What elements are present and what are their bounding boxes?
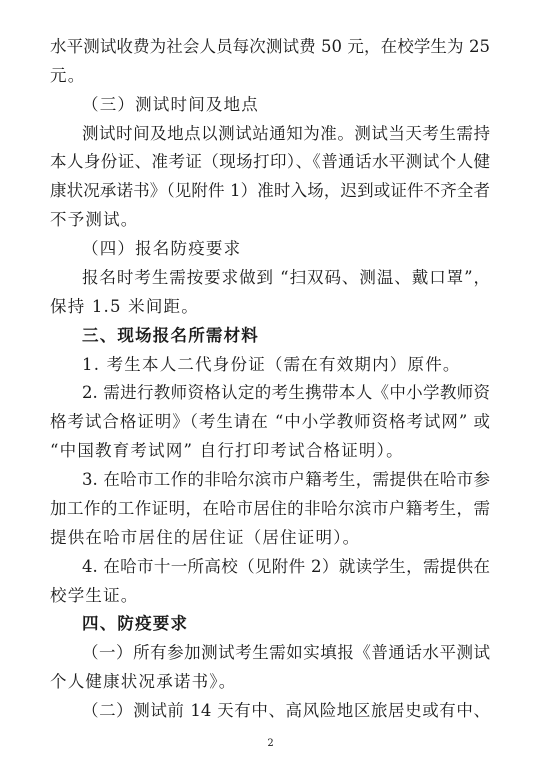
body-text-line: “中国教育考试网” 自行打印考试合格证明）。 — [50, 441, 404, 461]
body-text-line: 康状况承诺书》（见附件 1）准时入场，迟到或证件不齐全者 — [50, 181, 490, 201]
list-item: （一）所有参加测试考生需如实填报《普通话水平测试 — [82, 643, 490, 663]
list-item: 3. 在哈市工作的非哈尔滨市户籍考生，需提供在哈市参 — [82, 470, 490, 490]
body-text-line: 水平测试收费为社会人员每次测试费 50 元，在校学生为 25 — [50, 37, 490, 56]
body-text-line: 报名时考生需按要求做到 “扫双码、测温、戴口罩”， — [82, 267, 490, 287]
subsection-heading: （四）报名防疫要求 — [82, 239, 242, 259]
list-item: 4. 在哈市十一所高校（见附件 2）就读学生，需提供在 — [82, 556, 490, 576]
body-text-line: 校学生证。 — [50, 585, 139, 605]
body-text-line: 格考试合格证明》（考生请在 “中小学教师资格考试网” 或 — [50, 412, 490, 432]
list-item: 1. 考生本人二代身份证（需在有效期内）原件。 — [82, 354, 461, 374]
body-text-line: 不予测试。 — [50, 210, 139, 230]
body-text-line: 测试时间及地点以测试站通知为准。测试当天考生需持 — [82, 123, 490, 143]
page-number: 2 — [267, 738, 274, 749]
list-item: 2. 需进行教师资格认定的考生携带本人《中小学教师资 — [82, 383, 490, 403]
subsection-heading: （三）测试时间及地点 — [82, 94, 259, 114]
section-heading: 三、现场报名所需材料 — [82, 325, 259, 345]
section-heading: 四、防疫要求 — [82, 614, 189, 634]
body-text-line: 元。 — [50, 65, 86, 85]
body-text-line: 保持 1.5 米间距。 — [50, 296, 199, 316]
body-text-line: 提供在哈市居住的居住证（居住证明）。 — [50, 527, 361, 547]
body-text-line: 个人健康状况承诺书》。 — [50, 672, 237, 692]
body-text-line: 加工作的工作证明，在哈市居住的非哈尔滨市户籍考生，需 — [50, 498, 490, 518]
body-text-line: 本人身份证、准考证（现场打印）、《普通话水平测试个人健 — [50, 152, 490, 172]
list-item: （二）测试前 14 天有中、高风险地区旅居史或有中、 — [82, 701, 490, 720]
